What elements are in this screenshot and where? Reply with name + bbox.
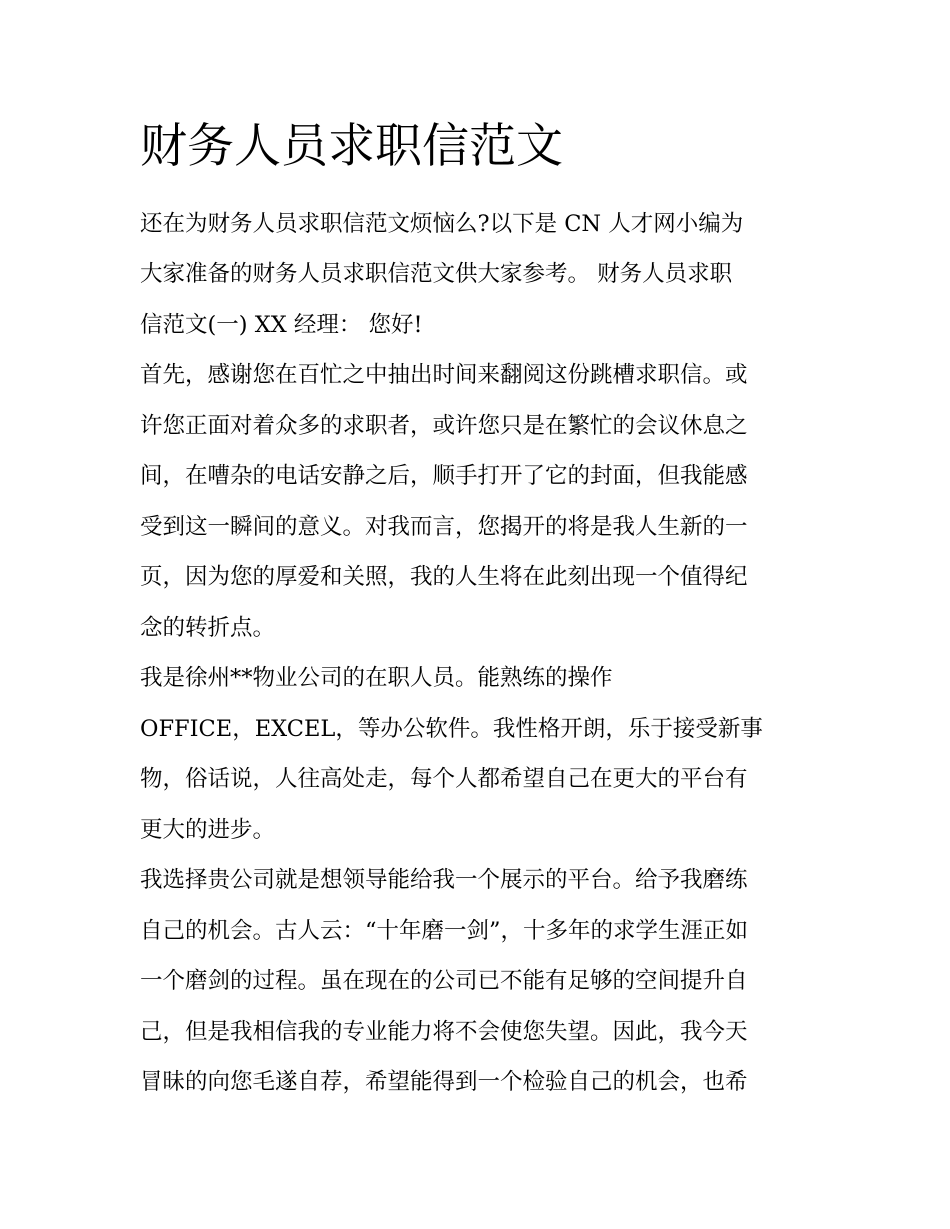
body-line: 己，但是我相信我的专业能力将不会使您失望。因此，我今天: [140, 1019, 748, 1045]
body-line: 还在为财务人员求职信范文烦恼么?以下是 CN 人才网小编为: [140, 211, 744, 237]
body-line: 受到这一瞬间的意义。对我而言，您揭开的将是我人生新的一: [140, 514, 748, 540]
body-line: OFFICE，EXCEL，等办公软件。我性格开朗，乐于接受新事: [140, 716, 763, 742]
body-line: 自己的机会。古人云：“十年磨一剑”，十多年的求学生涯正如: [140, 918, 749, 944]
document-title: 财务人员求职信范文: [140, 119, 563, 174]
body-line: 一个磨剑的过程。虽在现在的公司已不能有足够的空间提升自: [140, 968, 748, 994]
body-line: 物，俗话说，人往高处走，每个人都希望自己在更大的平台有: [140, 766, 748, 792]
body-line: 间，在嘈杂的电话安静之后，顺手打开了它的封面，但我能感: [140, 463, 748, 489]
body-line: 更大的进步。: [140, 817, 276, 843]
body-line: 我是徐州**物业公司的在职人员。能熟练的操作: [140, 665, 613, 691]
body-line: 页，因为您的厚爱和关照，我的人生将在此刻出现一个值得纪: [140, 564, 748, 590]
body-line: 信范文(一) XX 经理： 您好!: [140, 312, 423, 338]
body-line: 大家准备的财务人员求职信范文供大家参考。 财务人员求职: [140, 261, 733, 287]
body-line: 念的转折点。: [140, 615, 276, 641]
body-line: 首先，感谢您在百忙之中抽出时间来翻阅这份跳槽求职信。或: [140, 362, 748, 388]
body-line: 冒昧的向您毛遂自荐，希望能得到一个检验自己的机会，也希: [140, 1069, 748, 1095]
body-line: 我选择贵公司就是想领导能给我一个展示的平台。给予我磨练: [140, 867, 748, 893]
body-line: 许您正面对着众多的求职者，或许您只是在繁忙的会议休息之: [140, 413, 748, 439]
